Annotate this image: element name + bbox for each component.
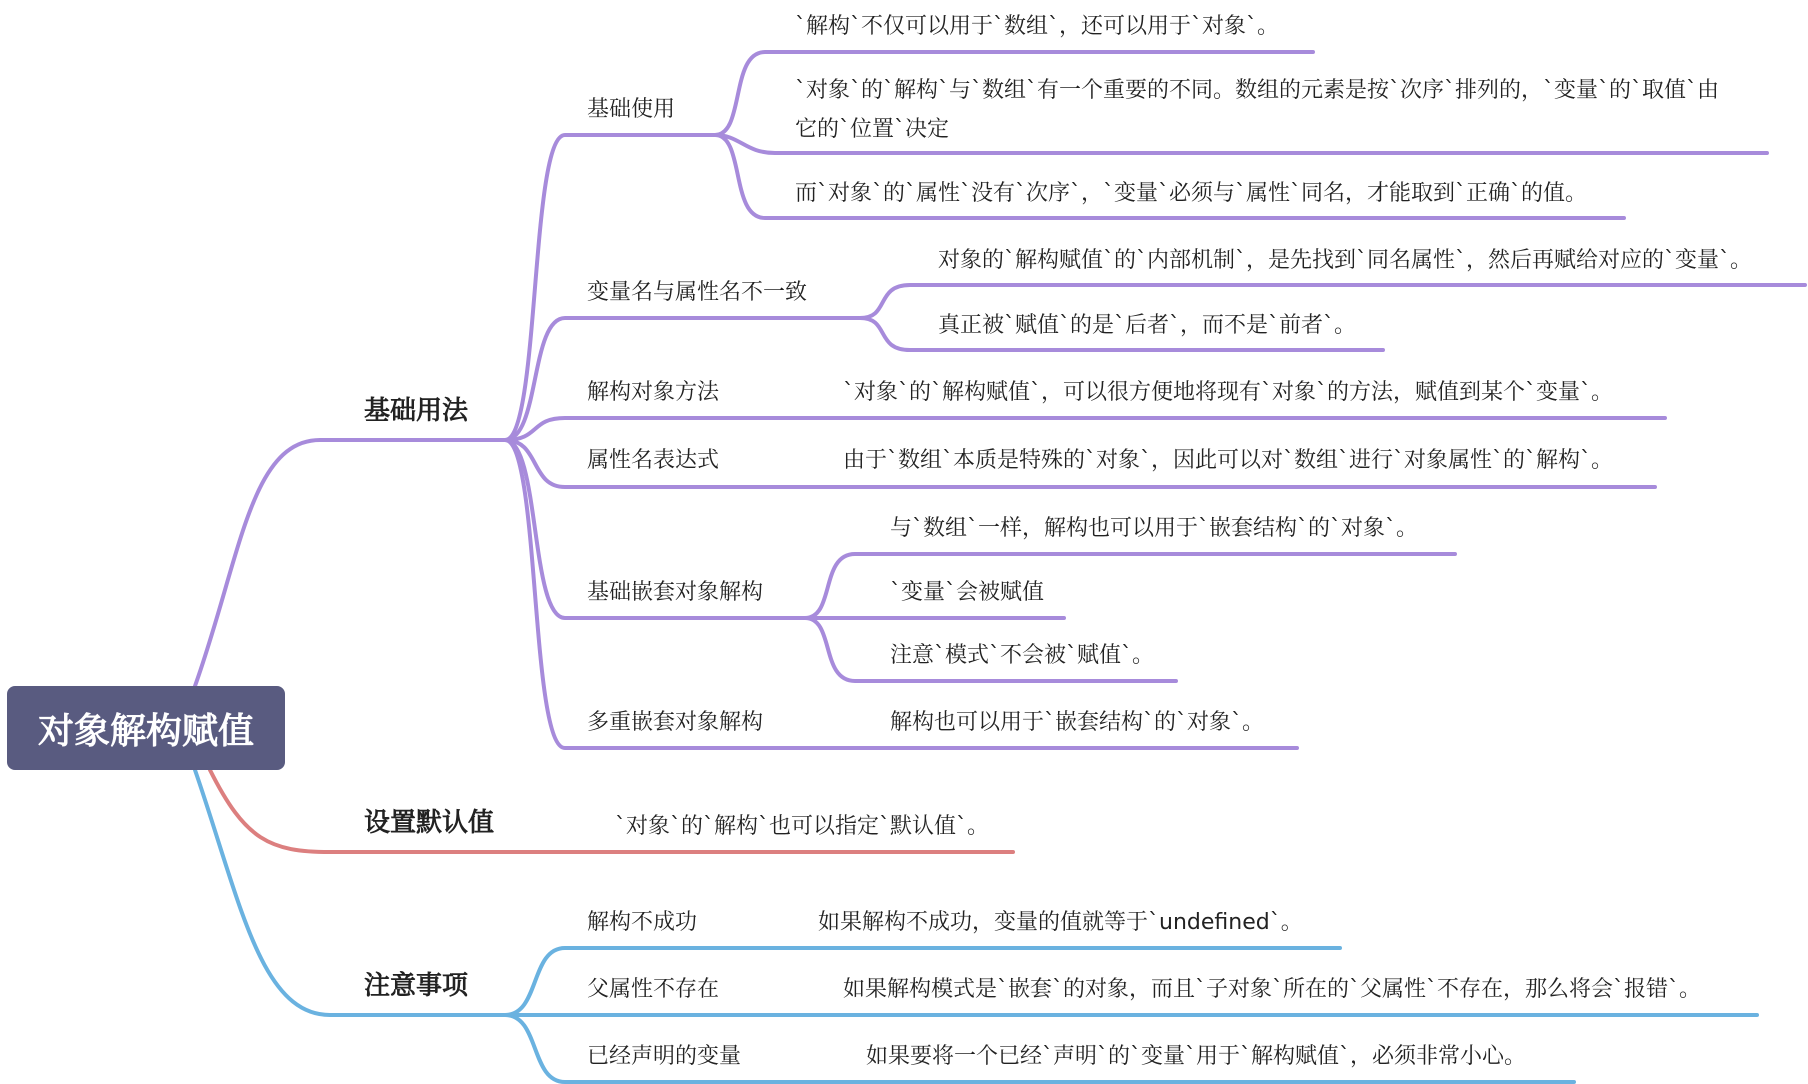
root-node[interactable]: 对象解构赋值	[7, 686, 285, 770]
leaf-default-value[interactable]: `对象`的`解构`也可以指定`默认值`。	[615, 814, 990, 839]
leaf-multi-nested[interactable]: 解构也可以用于`嵌套结构`的`对象`。	[890, 710, 1265, 735]
branch-default-value[interactable]: 设置默认值	[364, 808, 495, 838]
leaf-use-2a[interactable]: `对象`的`解构`与`数组`有一个重要的不同。数组的元素是按`次序`排列的，`变量`的`取值`由	[795, 78, 1720, 103]
sub-basic-use[interactable]: 基础使用	[587, 97, 676, 122]
leaf-rename-2[interactable]: 真正被`赋值`的是`后者`，而不是`前者`。	[938, 313, 1357, 338]
sub-destructure-fail[interactable]: 解构不成功	[587, 910, 698, 935]
sub-declared-variable[interactable]: 已经声明的变量	[587, 1044, 742, 1069]
leaf-destructure-fail[interactable]: 如果解构不成功，变量的值就等于`undefined`。	[818, 910, 1303, 935]
sub-object-method[interactable]: 解构对象方法	[587, 380, 720, 405]
sub-property-expression[interactable]: 属性名表达式	[587, 448, 720, 473]
leaf-object-method[interactable]: `对象`的`解构赋值`，可以很方便地将现有`对象`的方法，赋值到某个`变量`。	[843, 380, 1614, 405]
leaf-use-1[interactable]: `解构`不仅可以用于`数组`，还可以用于`对象`。	[795, 14, 1280, 39]
leaf-parent-missing[interactable]: 如果解构模式是`嵌套`的对象，而且`子对象`所在的`父属性`不存在，那么将会`报错`。	[843, 977, 1702, 1002]
leaf-rename-1[interactable]: 对象的`解构赋值`的`内部机制`，是先找到`同名属性`，然后再赋给对应的`变量`。	[938, 248, 1753, 273]
leaf-nested-2[interactable]: `变量`会被赋值	[890, 580, 1045, 605]
sub-multi-nested[interactable]: 多重嵌套对象解构	[587, 710, 764, 735]
leaf-use-3[interactable]: 而`对象`的`属性`没有`次序`，`变量`必须与`属性`同名，才能取到`正确`的值。	[795, 181, 1588, 206]
sub-rename[interactable]: 变量名与属性名不一致	[587, 280, 808, 305]
branch-notes[interactable]: 注意事项	[364, 971, 469, 1001]
leaf-property-expression[interactable]: 由于`数组`本质是特殊的`对象`，因此可以对`数组`进行`对象属性`的`解构`。	[843, 448, 1614, 473]
sub-basic-nested[interactable]: 基础嵌套对象解构	[587, 580, 764, 605]
connector-root-basic	[195, 440, 505, 686]
leaf-declared-variable[interactable]: 如果要将一个已经`声明`的`变量`用于`解构赋值`，必须非常小心。	[866, 1044, 1527, 1069]
leaf-nested-1[interactable]: 与`数组`一样，解构也可以用于`嵌套结构`的`对象`。	[890, 516, 1419, 541]
connector-basic-rename	[505, 318, 860, 440]
connector-basic-method	[505, 418, 1665, 440]
leaf-use-2b[interactable]: 它的`位置`决定	[795, 117, 950, 142]
branch-basic-usage[interactable]: 基础用法	[364, 396, 469, 426]
sub-parent-missing[interactable]: 父属性不存在	[587, 977, 720, 1002]
leaf-nested-3[interactable]: 注意`模式`不会被`赋值`。	[890, 643, 1155, 668]
